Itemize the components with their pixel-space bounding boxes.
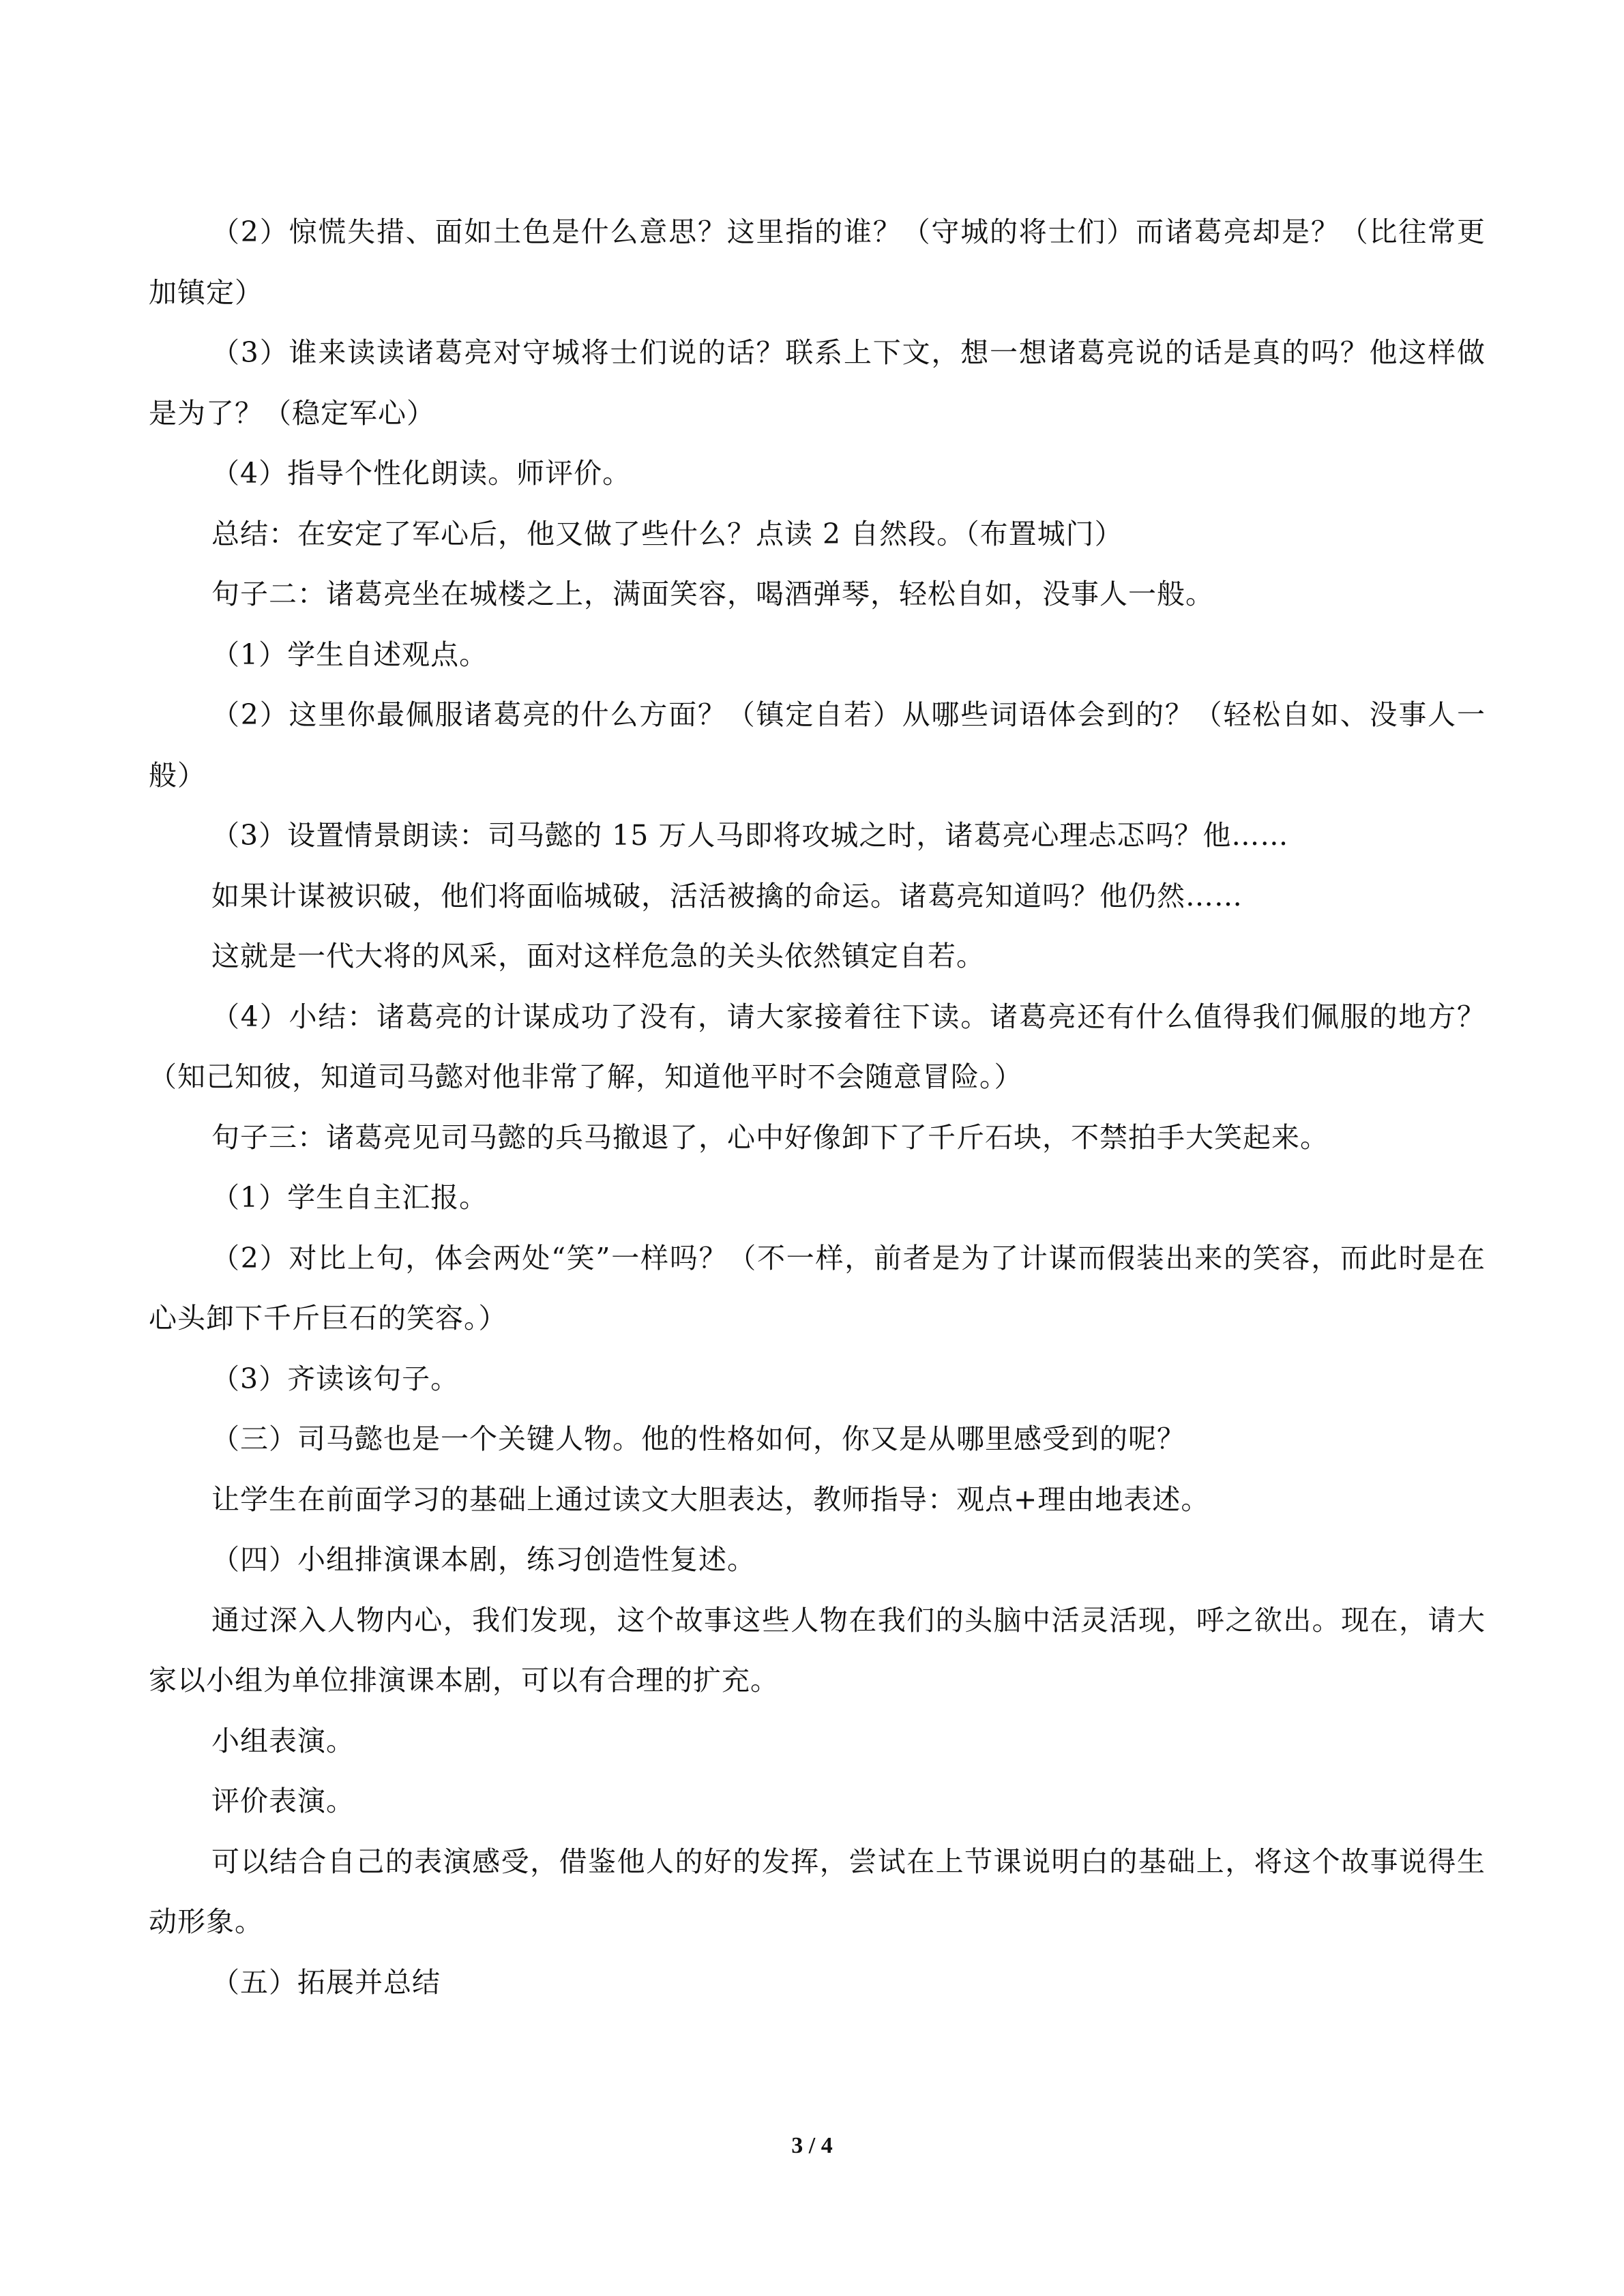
paragraph: 句子二：诸葛亮坐在城楼之上，满面笑容，喝酒弹琴，轻松自如，没事人一般。 (211, 578, 1214, 610)
body-text (149, 202, 1486, 2012)
paragraph: （三）司马懿也是一个关键人物。他的性格如何，你又是从哪里感受到的呢？ (211, 1422, 1185, 1455)
paragraph: （1）学生自述观点。 (211, 638, 488, 671)
paragraph: （3）设置情景朗读：司马懿的 15 万人马即将攻城之时，诸葛亮心理忐忑吗？他…… (211, 819, 1289, 852)
paragraph: 评价表演。 (211, 1785, 355, 1817)
paragraph: （2）这里你最佩服诸葛亮的什么方面？（镇定自若）从哪些词语体会到的？（轻松自如、没事人一般） (149, 698, 1486, 792)
paragraph: （3）齐读该句子。 (211, 1362, 460, 1395)
paragraph: （2）对比上句，体会两处“笑”一样吗？（不一样，前者是为了计谋而假装出来的笑容，而此时是在心头卸下千斤巨石的笑容。） (149, 1241, 1486, 1335)
page-number: 3 / 4 (791, 2133, 833, 2158)
paragraph: 小组表演。 (211, 1724, 355, 1757)
paragraph: （1）学生自主汇报。 (211, 1181, 488, 1214)
paragraph: 可以结合自己的表演感受，借鉴他人的好的发挥，尝试在上节课说明白的基础上，将这个故事说得生动形象。 (149, 1845, 1486, 1938)
paragraph: 总结：在安定了军心后，他又做了些什么？点读 2 自然段。（布置城门） (211, 517, 1123, 550)
paragraph: （五）拓展并总结 (211, 1965, 441, 1999)
paragraph: （四）小组排演课本剧，练习创造性复述。 (211, 1543, 756, 1576)
paragraph: （4）指导个性化朗读。师评价。 (211, 457, 632, 490)
paragraph: （4）小结：诸葛亮的计谋成功了没有，请大家接着往下读。诸葛亮还有什么值得我们佩服的地方？（知己知彼，知道司马懿对他非常了解，知道他平时不会随意冒险。） (149, 1000, 1486, 1093)
paragraph: （2）惊慌失措、面如土色是什么意思？这里指的谁？（守城的将士们）而诸葛亮却是？（比往常更加镇定） (149, 215, 1486, 309)
paragraph: 这就是一代大将的风采，面对这样危急的关头依然镇定自若。 (211, 940, 985, 972)
paragraph: （3）谁来读读诸葛亮对守城将士们说的话？联系上下文，想一想诸葛亮说的话是真的吗？他这样做是为了？（稳定军心） (149, 336, 1486, 430)
paragraph: 通过深入人物内心，我们发现，这个故事这些人物在我们的头脑中活灵活现，呼之欲出。现在，请大家以小组为单位排演课本剧，可以有合理的扩充。 (149, 1603, 1486, 1697)
paragraph: 句子三：诸葛亮见司马懿的兵马撤退了，心中好像卸下了千斤石块，不禁拍手大笑起来。 (211, 1120, 1329, 1154)
paragraph: 如果计谋被识破，他们将面临城破，活活被擒的命运。诸葛亮知道吗？他仍然…… (211, 879, 1243, 912)
paragraph: 让学生在前面学习的基础上通过读文大胆表达，教师指导：观点+理由地表述。 (211, 1482, 1210, 1516)
